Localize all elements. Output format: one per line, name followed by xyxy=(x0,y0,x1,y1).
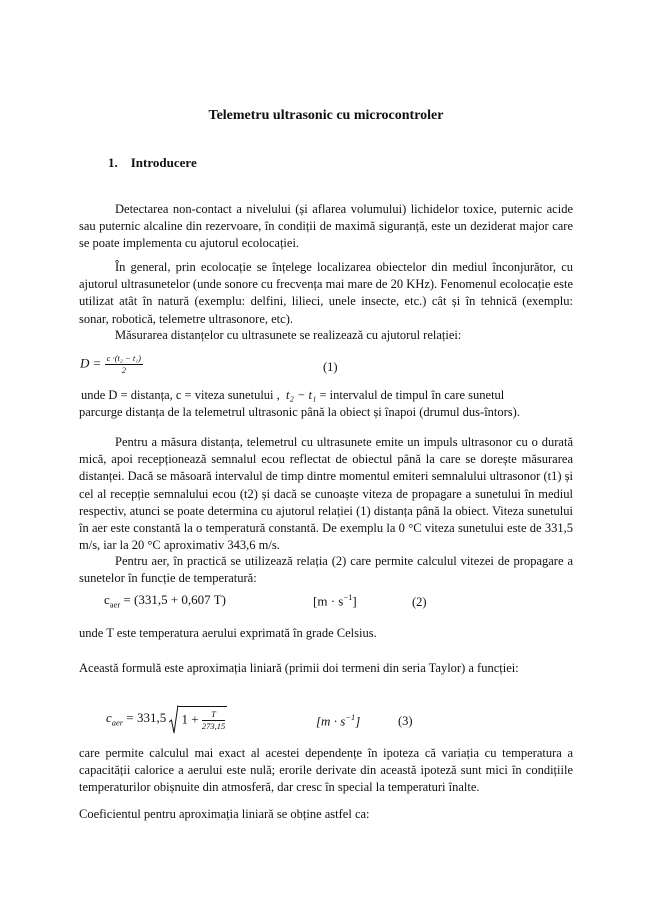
formula-2-sub: aer xyxy=(109,599,121,610)
formula-2-lhs: c xyxy=(104,592,110,607)
formula-1-label: (1) xyxy=(323,360,338,374)
formula-3-unit-close: ] xyxy=(355,713,361,729)
definitions-line xyxy=(81,387,575,404)
formula-1-fraction xyxy=(105,353,143,376)
formula-2-unit-base: [m · s xyxy=(313,593,344,609)
formula-1 xyxy=(80,353,143,376)
definitions-line-2: parcurge distanța de la telemetrul ultrasonic până la obiect și înapoi (drumul dus-întors). xyxy=(79,405,520,419)
paragraph-2: În general, prin ecolocație se înțelege localizarea obiectelor din mediul înconjurător, cu ajutorul ultrasunetelor (unde sonore cu frecvența mai mare de 20 KHz). Fenomenul ecolocație este utilizat atât în natură (exemplu: delfini, lilieci, unele insecte, etc.) cât și în tehnică (exemplu: sonar, robotică, telemetre ultrasonore, etc). xyxy=(79,260,573,326)
paragraph-1: Detectarea non-contact a nivelului (și aflarea volumului) lichidelor toxice, puternic acide sau puternic alcaline din rezervoare, în condiții de maximă siguranță, este un deziderat major care se poate implementa cu ajutorul ecolocației. xyxy=(79,202,573,251)
section-number: 1. xyxy=(108,155,118,170)
formula-1-numerator: c ·(t₂ − t₁) xyxy=(106,353,141,363)
document-title: Telemetru ultrasonic cu microcontroler xyxy=(208,108,444,123)
formula-3-unit-base: [m · s xyxy=(316,713,346,729)
formula-3-unit xyxy=(316,712,360,729)
paragraph-3: Măsurarea distanțelor cu ultrasunete se realizează cu ajutorul relației: xyxy=(115,328,462,342)
formula-2-unit-exp: −1 xyxy=(343,592,353,602)
section-title: Introducere xyxy=(130,155,197,170)
definitions-text-1: unde D = distanța, c = viteza sunetului , xyxy=(81,388,280,402)
formula-2-label: (2) xyxy=(412,595,427,609)
formula-3-lhs: c xyxy=(106,709,112,725)
formula-3-eq: = 331,5 xyxy=(126,709,167,725)
section-heading xyxy=(108,155,197,171)
formula-3-fraction xyxy=(202,709,225,732)
formula-2 xyxy=(104,592,226,610)
formula-3-sub: aer xyxy=(111,717,124,728)
formula-2-rhs: = (331,5 + 0,607 T) xyxy=(123,592,226,607)
formula-3-label: (3) xyxy=(398,714,413,728)
radical-sign-icon xyxy=(169,704,178,734)
formula-2-unit xyxy=(313,592,357,609)
paragraph-9: Coeficientul pentru aproximația liniară se obține astfel ca: xyxy=(79,807,370,821)
formula-3-unit-exp: −1 xyxy=(345,712,356,722)
formula-2-unit-close: ] xyxy=(352,593,357,609)
sqrt-symbol xyxy=(169,704,227,734)
paragraph-7: Această formulă este aproximația liniară (primii doi termeni din seria Taylor) a funcției: xyxy=(79,661,519,675)
definitions-text-2: = intervalul de timpul în care sunetul xyxy=(319,388,505,402)
interval-expression: t₂ − t₁ xyxy=(286,388,317,402)
paragraph-4: Pentru a măsura distanța, telemetrul cu ultrasunete emite un impuls ultrasonor cu o durată mică, apoi recepționează semnalul ecou reflectat de obiectul până la care se dorește măsurarea distanței. Dacă se măsoară intervalul de timp dintre momentul emiteri semnalului ultrasonor (t1) și cel al recepție semnalului ecou (t2) și dacă se cunoaște viteza de propagare a sunetului în mediul respectiv, atunci se poate determina cu ajutorul relației (1) distanța până la obiect. Viteza sunetului în aer este constantă la o temperatură constantă. De exemplu la 0 °C viteza sunetului este de 331,5 m/s, iar la 20 °C aproximativ 343,6 m/s. xyxy=(79,435,573,553)
formula-1-denominator: 2 xyxy=(121,365,126,375)
formula-3-denominator: 273,15 xyxy=(201,721,226,731)
radicand xyxy=(178,706,227,732)
formula-3-one-plus: 1 + xyxy=(181,711,199,727)
paragraph-5: Pentru aer, în practică se utilizează relația (2) care permite calculul vitezei de propagare a sunetelor în funcție de temperatură: xyxy=(79,554,573,586)
formula-3 xyxy=(106,704,227,734)
paragraph-6: unde T este temperatura aerului exprimată în grade Celsius. xyxy=(79,626,377,640)
formula-3-numerator: T xyxy=(202,709,225,721)
formula-1-lhs: D = xyxy=(80,355,102,371)
paragraph-8: care permite calculul mai exact al acestei dependențe în ipoteza că variația cu temperatura a capacității calorice a aerului este nulă; erorile derivate din această ipoteză sunt mici în condițiile temperaturilor obișnuite din atmosferă, dar cresc în special la temperaturi înalte. xyxy=(79,746,573,795)
